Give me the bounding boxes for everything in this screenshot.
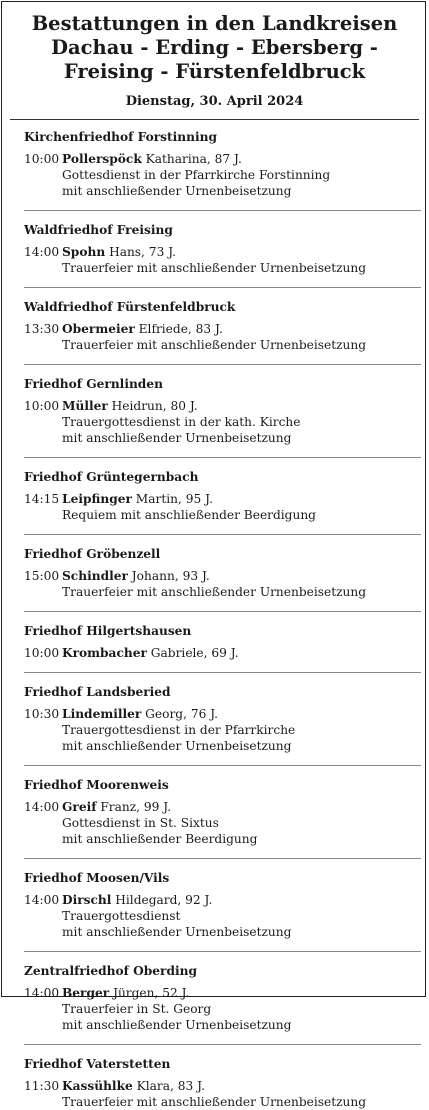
deceased-surname: Lindemiller (62, 707, 142, 721)
cemetery-section (24, 1056, 421, 1110)
cemetery-section (24, 963, 421, 1045)
ceremony-detail: mit anschließender Urnenbeisetzung (62, 1018, 292, 1032)
section-divider (24, 1044, 421, 1045)
cemetery-name: Zentralfriedhof Oberding (24, 964, 197, 978)
deceased-surname: Obermeier (62, 322, 135, 336)
cemetery-list (24, 129, 421, 1110)
burial-time: 14:15 (24, 492, 60, 506)
burial-main-line (24, 985, 421, 1001)
deceased-surname: Spohn (62, 245, 106, 259)
ceremony-detail: Requiem mit anschließender Beerdigung (62, 508, 316, 522)
ceremony-detail: mit anschließender Urnenbeisetzung (62, 925, 292, 939)
burial-time: 14:00 (24, 245, 60, 259)
burial-time: 10:00 (24, 399, 60, 413)
burial-entry (24, 244, 421, 276)
section-divider (24, 951, 421, 952)
deceased-surname: Leipfinger (62, 492, 132, 506)
ceremony-detail: Trauergottesdienst in der kath. Kirche (62, 415, 301, 429)
deceased-surname: Dirschl (62, 893, 112, 907)
cemetery-section (24, 777, 421, 859)
burial-entry (24, 568, 421, 600)
burial-main-line (24, 799, 421, 815)
section-divider (24, 672, 421, 673)
deceased-given-name-age: Georg, 76 J. (145, 707, 219, 721)
deceased-given-name-age: Hans, 73 J. (109, 245, 177, 259)
burial-main-line (24, 398, 421, 414)
cemetery-name: Friedhof Gröbenzell (24, 547, 161, 561)
cemetery-name: Friedhof Landsberied (24, 685, 171, 699)
cemetery-section (24, 623, 421, 673)
deceased-given-name-age: Elfriede, 83 J. (138, 322, 223, 336)
ceremony-detail: mit anschließender Urnenbeisetzung (62, 739, 292, 753)
deceased-surname: Pollerspöck (62, 152, 142, 166)
burial-time: 10:30 (24, 707, 60, 721)
ceremony-detail: Trauerfeier in St. Georg (62, 1002, 212, 1016)
cemetery-section (24, 469, 421, 535)
burial-entry (24, 985, 421, 1033)
ceremony-detail: Trauerfeier mit anschließender Urnenbeisetzung (62, 585, 367, 599)
ceremony-detail: Trauergottesdienst (62, 909, 181, 923)
cemetery-section (24, 299, 421, 365)
deceased-surname: Müller (62, 399, 108, 413)
deceased-given-name-age: Klara, 83 J. (136, 1079, 205, 1093)
cemetery-section (24, 870, 421, 952)
burial-time: 10:00 (24, 152, 60, 166)
burial-time: 11:30 (24, 1079, 60, 1093)
burial-entry (24, 1078, 421, 1110)
cemetery-section (24, 129, 421, 211)
cemetery-name: Friedhof Moosen/Vils (24, 871, 170, 885)
section-divider (24, 611, 421, 612)
burial-main-line (24, 568, 421, 584)
title-line-1: Bestattungen in den Landkreisen (31, 12, 398, 35)
ceremony-detail: Trauergottesdienst in der Pfarrkirche (62, 723, 296, 737)
section-divider (24, 457, 421, 458)
cemetery-name: Waldfriedhof Fürstenfeldbruck (24, 300, 236, 314)
title-line-2: Dachau - Erding - Ebersberg - (51, 36, 378, 59)
ceremony-detail: Trauerfeier mit anschließender Urnenbeisetzung (62, 1095, 367, 1109)
section-divider (24, 364, 421, 365)
deceased-surname: Berger (62, 986, 110, 1000)
cemetery-name: Friedhof Moorenweis (24, 778, 169, 792)
section-divider (24, 287, 421, 288)
cemetery-name: Friedhof Gernlinden (24, 377, 163, 391)
ceremony-detail: mit anschließender Urnenbeisetzung (62, 431, 292, 445)
deceased-given-name-age: Heidrun, 80 J. (111, 399, 198, 413)
burial-entry (24, 645, 421, 661)
date-line: Dienstag, 30. April 2024 (125, 94, 304, 109)
ceremony-detail: mit anschließender Urnenbeisetzung (62, 184, 292, 198)
burial-time: 15:00 (24, 569, 60, 583)
deceased-surname: Greif (62, 800, 97, 814)
burial-time: 14:00 (24, 986, 60, 1000)
section-divider (24, 534, 421, 535)
burial-entry (24, 892, 421, 940)
deceased-surname: Krombacher (62, 646, 147, 660)
header-divider (10, 119, 419, 120)
burial-main-line (24, 151, 421, 167)
cemetery-name: Waldfriedhof Freising (24, 223, 173, 237)
ceremony-detail: Gottesdienst in der Pfarrkirche Forstinning (62, 168, 331, 182)
deceased-given-name-age: Martin, 95 J. (135, 492, 213, 506)
burial-main-line (24, 1078, 421, 1094)
burial-main-line (24, 244, 421, 260)
deceased-given-name-age: Katharina, 87 J. (145, 152, 242, 166)
section-divider (24, 210, 421, 211)
burial-entry (24, 799, 421, 847)
section-divider (24, 858, 421, 859)
burial-main-line (24, 645, 421, 661)
burial-entry (24, 151, 421, 199)
cemetery-section (24, 222, 421, 288)
deceased-given-name-age: Franz, 99 J. (100, 800, 172, 814)
cemetery-name: Kirchenfriedhof Forstinning (24, 130, 217, 144)
burial-entry (24, 491, 421, 523)
burial-main-line (24, 706, 421, 722)
title-line-3: Freising - Fürstenfeldbruck (63, 60, 366, 83)
page-title (10, 12, 419, 84)
ceremony-detail: Trauerfeier mit anschließender Urnenbeisetzung (62, 338, 367, 352)
cemetery-section (24, 376, 421, 458)
deceased-given-name-age: Gabriele, 69 J. (150, 646, 239, 660)
burial-entry (24, 398, 421, 446)
burial-time: 13:30 (24, 322, 60, 336)
cemetery-name: Friedhof Vaterstetten (24, 1057, 171, 1071)
burial-main-line (24, 491, 421, 507)
burial-entry (24, 706, 421, 754)
burial-entry (24, 321, 421, 353)
deceased-given-name-age: Hildegard, 92 J. (115, 893, 213, 907)
burial-time: 14:00 (24, 800, 60, 814)
burial-time: 14:00 (24, 893, 60, 907)
ceremony-detail: Trauerfeier mit anschließender Urnenbeisetzung (62, 261, 367, 275)
burial-main-line (24, 321, 421, 337)
cemetery-name: Friedhof Grüntegernbach (24, 470, 199, 484)
deceased-given-name-age: Jürgen, 52 J. (113, 986, 190, 1000)
deceased-surname: Kassühlke (62, 1079, 133, 1093)
section-divider (24, 765, 421, 766)
burial-time: 10:00 (24, 646, 60, 660)
deceased-surname: Schindler (62, 569, 128, 583)
burial-main-line (24, 892, 421, 908)
ceremony-detail: mit anschließender Beerdigung (62, 832, 258, 846)
ceremony-detail: Gottesdienst in St. Sixtus (62, 816, 219, 830)
cemetery-section (24, 546, 421, 612)
cemetery-section (24, 684, 421, 766)
deceased-given-name-age: Johann, 93 J. (131, 569, 210, 583)
cemetery-name: Friedhof Hilgertshausen (24, 624, 192, 638)
